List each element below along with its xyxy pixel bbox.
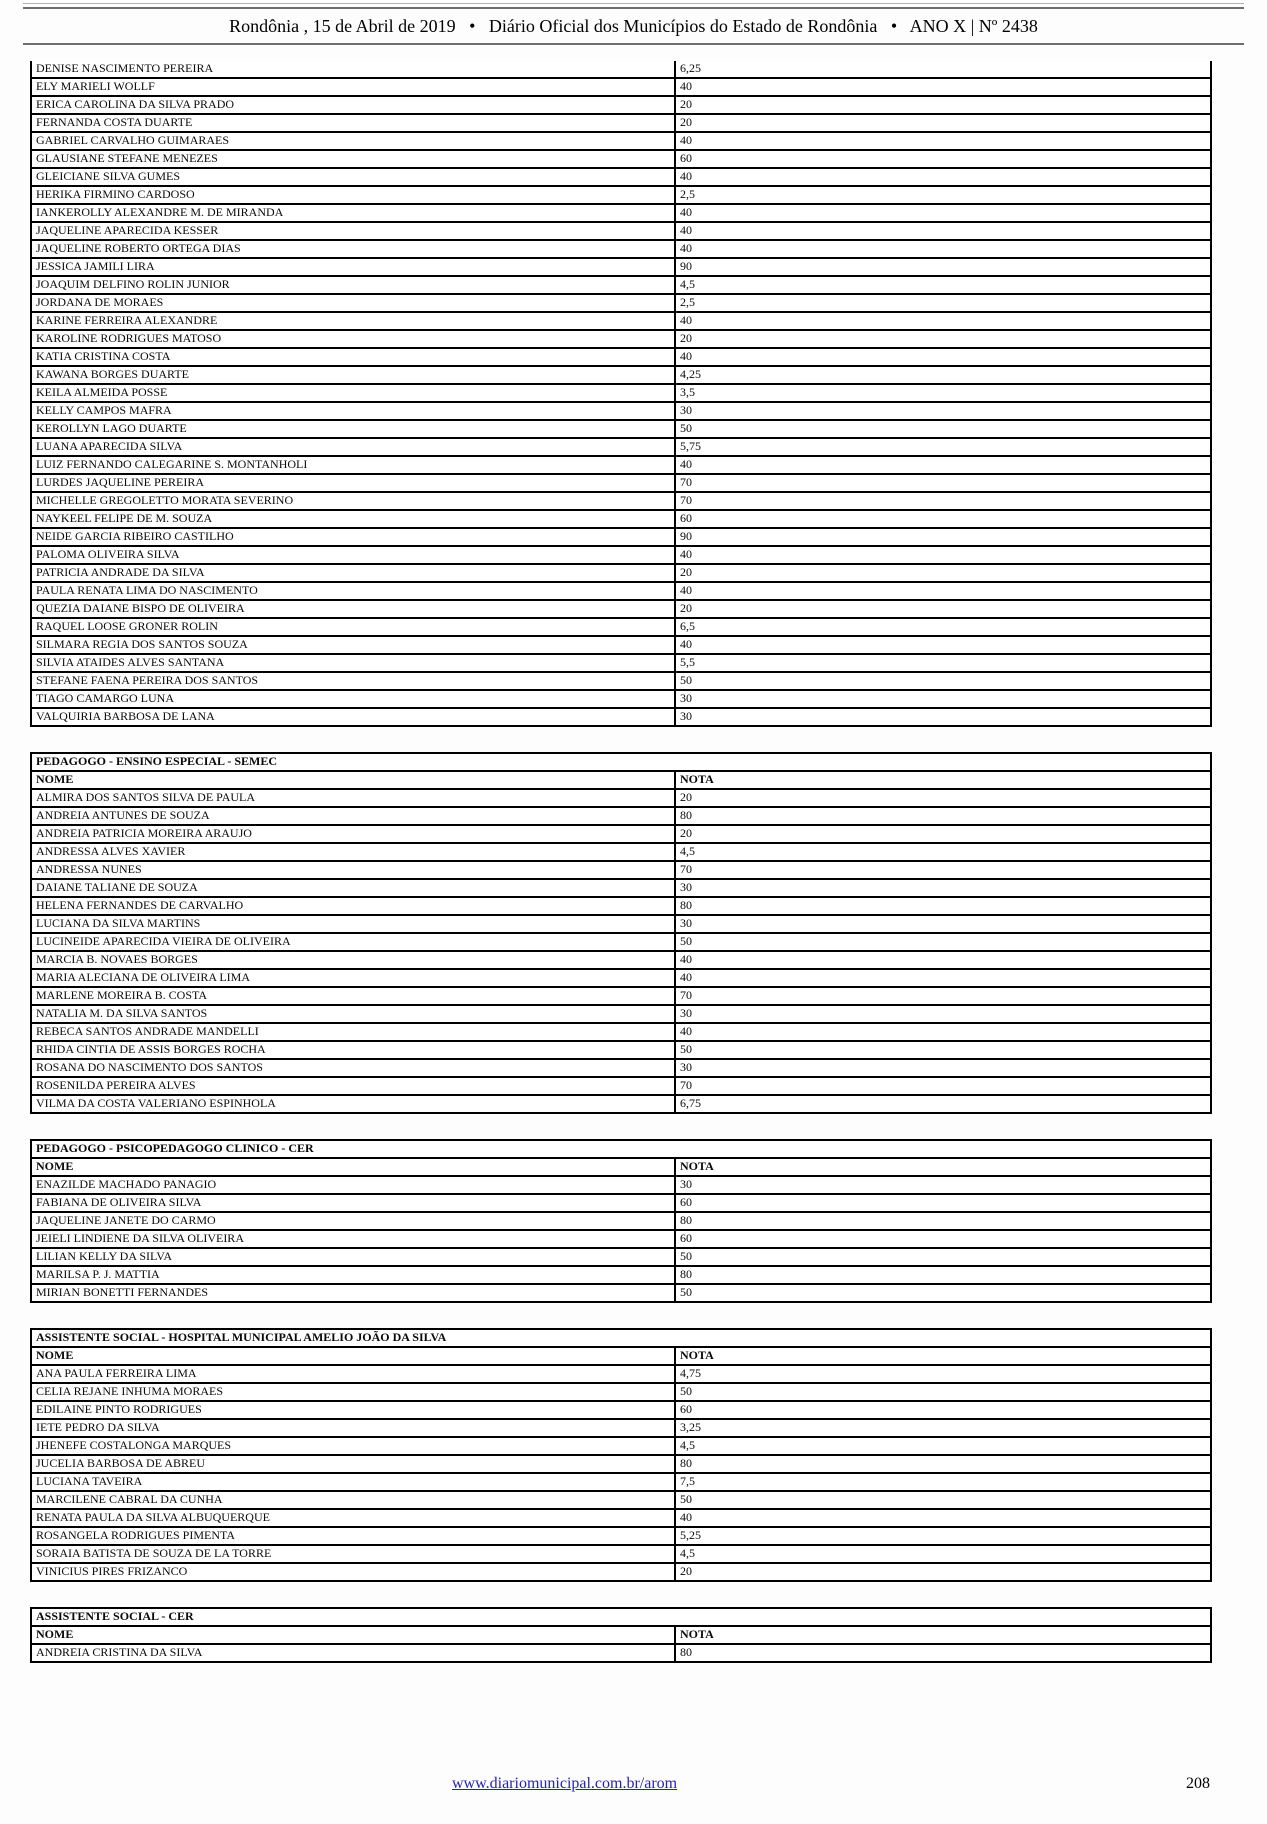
candidate-name-cell: STEFANE FAENA PEREIRA DOS SANTOS <box>31 672 675 690</box>
table-row <box>31 708 1211 726</box>
table-row <box>31 456 1211 474</box>
table-row <box>31 672 1211 690</box>
nota-value-cell: 70 <box>675 474 1211 492</box>
table-row <box>31 1644 1211 1662</box>
nota-value-cell: 2,5 <box>675 294 1211 312</box>
section-title: ASSISTENTE SOCIAL - HOSPITAL MUNICIPAL AMELIO JOÃO DA SILVA <box>31 1329 1211 1347</box>
column-header-row <box>31 1347 1211 1365</box>
section-title: ASSISTENTE SOCIAL - CER <box>31 1608 1211 1626</box>
candidate-name-cell: ANA PAULA FERREIRA LIMA <box>31 1365 675 1383</box>
candidate-name-cell: LUCIANA DA SILVA MARTINS <box>31 915 675 933</box>
nota-value-cell: 4,25 <box>675 366 1211 384</box>
table-row <box>31 987 1211 1005</box>
candidate-name-cell: DAIANE TALIANE DE SOUZA <box>31 879 675 897</box>
nota-value-cell: 30 <box>675 402 1211 420</box>
candidate-name-cell: IANKEROLLY ALEXANDRE M. DE MIRANDA <box>31 204 675 222</box>
nota-value-cell: 50 <box>675 1383 1211 1401</box>
nota-value-cell: 50 <box>675 933 1211 951</box>
section-table-body <box>31 753 1211 1113</box>
column-header-row <box>31 771 1211 789</box>
candidate-name-cell: JORDANA DE MORAES <box>31 294 675 312</box>
nota-value-cell: 60 <box>675 150 1211 168</box>
candidate-name-cell: ROSANGELA RODRIGUES PIMENTA <box>31 1527 675 1545</box>
nome-column-header: NOME <box>31 771 675 789</box>
results-table-continuation <box>30 61 1212 727</box>
candidate-name-cell: MARCIA B. NOVAES BORGES <box>31 951 675 969</box>
candidate-name-cell: SORAIA BATISTA DE SOUZA DE LA TORRE <box>31 1545 675 1563</box>
table-row <box>31 1230 1211 1248</box>
nota-value-cell: 90 <box>675 528 1211 546</box>
candidate-name-cell: ANDREIA PATRICIA MOREIRA ARAUJO <box>31 825 675 843</box>
section-table-body <box>31 1608 1211 1662</box>
table-row <box>31 600 1211 618</box>
column-header-row <box>31 1626 1211 1644</box>
candidate-name-cell: KARINE FERREIRA ALEXANDRE <box>31 312 675 330</box>
candidate-name-cell: PALOMA OLIVEIRA SILVA <box>31 546 675 564</box>
nota-value-cell: 70 <box>675 987 1211 1005</box>
candidate-name-cell: ANDRESSA NUNES <box>31 861 675 879</box>
nota-value-cell: 3,5 <box>675 384 1211 402</box>
nota-value-cell: 40 <box>675 168 1211 186</box>
nota-value-cell: 50 <box>675 420 1211 438</box>
table-row <box>31 204 1211 222</box>
candidate-name-cell: KELLY CAMPOS MAFRA <box>31 402 675 420</box>
table-row <box>31 150 1211 168</box>
candidate-name-cell: ROSANA DO NASCIMENTO DOS SANTOS <box>31 1059 675 1077</box>
nota-value-cell: 40 <box>675 240 1211 258</box>
candidate-name-cell: CELIA REJANE INHUMA MORAES <box>31 1383 675 1401</box>
results-table-body <box>31 61 1211 726</box>
candidate-name-cell: ERICA CAROLINA DA SILVA PRADO <box>31 96 675 114</box>
nota-value-cell: 70 <box>675 861 1211 879</box>
table-row <box>31 951 1211 969</box>
nota-value-cell: 30 <box>675 879 1211 897</box>
table-row <box>31 564 1211 582</box>
table-row <box>31 789 1211 807</box>
table-row <box>31 546 1211 564</box>
candidate-name-cell: ALMIRA DOS SANTOS SILVA DE PAULA <box>31 789 675 807</box>
candidate-name-cell: JHENEFE COSTALONGA MARQUES <box>31 1437 675 1455</box>
candidate-name-cell: JESSICA JAMILI LIRA <box>31 258 675 276</box>
nota-value-cell: 40 <box>675 78 1211 96</box>
table-row <box>31 276 1211 294</box>
nota-value-cell: 40 <box>675 546 1211 564</box>
table-row <box>31 1005 1211 1023</box>
nota-value-cell: 40 <box>675 132 1211 150</box>
table-row <box>31 258 1211 276</box>
table-row <box>31 1284 1211 1302</box>
table-row <box>31 1563 1211 1581</box>
table-row <box>31 330 1211 348</box>
candidate-name-cell: QUEZIA DAIANE BISPO DE OLIVEIRA <box>31 600 675 618</box>
table-row <box>31 1023 1211 1041</box>
nome-column-header: NOME <box>31 1626 675 1644</box>
table-row <box>31 843 1211 861</box>
table-row <box>31 294 1211 312</box>
nota-value-cell: 50 <box>675 1284 1211 1302</box>
nota-value-cell: 80 <box>675 897 1211 915</box>
table-row <box>31 366 1211 384</box>
nota-value-cell: 20 <box>675 825 1211 843</box>
table-row <box>31 690 1211 708</box>
table-row <box>31 222 1211 240</box>
nota-value-cell: 20 <box>675 789 1211 807</box>
candidate-name-cell: MARIA ALECIANA DE OLIVEIRA LIMA <box>31 969 675 987</box>
candidate-name-cell: JOAQUIM DELFINO ROLIN JUNIOR <box>31 276 675 294</box>
nota-value-cell: 2,5 <box>675 186 1211 204</box>
table-row <box>31 807 1211 825</box>
nota-value-cell: 40 <box>675 1023 1211 1041</box>
table-row <box>31 825 1211 843</box>
nota-value-cell: 50 <box>675 1491 1211 1509</box>
column-header-row <box>31 1158 1211 1176</box>
nota-value-cell: 60 <box>675 1194 1211 1212</box>
section-table <box>30 752 1212 1114</box>
nota-value-cell: 30 <box>675 915 1211 933</box>
candidate-name-cell: LUIZ FERNANDO CALEGARINE S. MONTANHOLI <box>31 456 675 474</box>
page-header <box>0 3 1267 45</box>
nota-value-cell: 20 <box>675 600 1211 618</box>
nota-value-cell: 5,5 <box>675 654 1211 672</box>
candidate-name-cell: GLEICIANE SILVA GUMES <box>31 168 675 186</box>
nota-value-cell: 70 <box>675 1077 1211 1095</box>
table-row <box>31 96 1211 114</box>
nota-value-cell: 80 <box>675 1644 1211 1662</box>
nota-value-cell: 4,75 <box>675 1365 1211 1383</box>
candidate-name-cell: FERNANDA COSTA DUARTE <box>31 114 675 132</box>
section-title-row <box>31 753 1211 771</box>
section-title: PEDAGOGO - ENSINO ESPECIAL - SEMEC <box>31 753 1211 771</box>
nota-value-cell: 7,5 <box>675 1473 1211 1491</box>
table-row <box>31 402 1211 420</box>
candidate-name-cell: PAULA RENATA LIMA DO NASCIMENTO <box>31 582 675 600</box>
nome-column-header: NOME <box>31 1347 675 1365</box>
table-row <box>31 1509 1211 1527</box>
candidate-name-cell: LUCIANA TAVEIRA <box>31 1473 675 1491</box>
table-row <box>31 114 1211 132</box>
candidate-name-cell: IETE PEDRO DA SILVA <box>31 1419 675 1437</box>
table-row <box>31 132 1211 150</box>
nota-value-cell: 50 <box>675 1248 1211 1266</box>
candidate-name-cell: JEIELI LINDIENE DA SILVA OLIVEIRA <box>31 1230 675 1248</box>
nota-value-cell: 4,5 <box>675 843 1211 861</box>
candidate-name-cell: MARILSA P. J. MATTIA <box>31 1266 675 1284</box>
section-title-row <box>31 1608 1211 1626</box>
nota-value-cell: 40 <box>675 204 1211 222</box>
candidate-name-cell: REBECA SANTOS ANDRADE MANDELLI <box>31 1023 675 1041</box>
table-row <box>31 1194 1211 1212</box>
nota-value-cell: 20 <box>675 1563 1211 1581</box>
table-row <box>31 1419 1211 1437</box>
candidate-name-cell: KEILA ALMEIDA POSSE <box>31 384 675 402</box>
candidate-name-cell: JUCELIA BARBOSA DE ABREU <box>31 1455 675 1473</box>
section-table <box>30 1139 1212 1303</box>
table-row <box>31 636 1211 654</box>
candidate-name-cell: NAYKEEL FELIPE DE M. SOUZA <box>31 510 675 528</box>
page-footer <box>0 1775 1267 1801</box>
candidate-name-cell: PATRICIA ANDRADE DA SILVA <box>31 564 675 582</box>
nome-column-header: NOME <box>31 1158 675 1176</box>
nota-value-cell: 80 <box>675 1212 1211 1230</box>
nota-value-cell: 4,5 <box>675 1545 1211 1563</box>
section-table <box>30 1328 1212 1582</box>
section-table-body <box>31 1329 1211 1581</box>
nota-value-cell: 80 <box>675 1455 1211 1473</box>
nota-value-cell: 3,25 <box>675 1419 1211 1437</box>
nota-value-cell: 5,75 <box>675 438 1211 456</box>
nota-value-cell: 60 <box>675 1230 1211 1248</box>
nota-value-cell: 30 <box>675 1059 1211 1077</box>
section-title: PEDAGOGO - PSICOPEDAGOGO CLINICO - CER <box>31 1140 1211 1158</box>
table-row <box>31 861 1211 879</box>
header-bottom-rule <box>23 43 1244 45</box>
nota-value-cell: 30 <box>675 708 1211 726</box>
table-row <box>31 933 1211 951</box>
candidate-name-cell: LUCINEIDE APARECIDA VIEIRA DE OLIVEIRA <box>31 933 675 951</box>
candidate-name-cell: ANDRESSA ALVES XAVIER <box>31 843 675 861</box>
table-row <box>31 474 1211 492</box>
page-number: 208 <box>1186 1775 1210 1792</box>
nota-value-cell: 50 <box>675 672 1211 690</box>
nota-value-cell: 20 <box>675 114 1211 132</box>
section-title-row <box>31 1140 1211 1158</box>
section-title-row <box>31 1329 1211 1347</box>
table-row <box>31 240 1211 258</box>
table-row <box>31 1473 1211 1491</box>
nota-value-cell: 60 <box>675 1401 1211 1419</box>
footer-link[interactable]: www.diariomunicipal.com.br/arom <box>452 1775 678 1792</box>
nota-value-cell: 40 <box>675 222 1211 240</box>
candidate-name-cell: JAQUELINE ROBERTO ORTEGA DIAS <box>31 240 675 258</box>
table-row <box>31 915 1211 933</box>
table-row <box>31 618 1211 636</box>
nota-value-cell: 80 <box>675 1266 1211 1284</box>
candidate-name-cell: KATIA CRISTINA COSTA <box>31 348 675 366</box>
candidate-name-cell: SILMARA REGIA DOS SANTOS SOUZA <box>31 636 675 654</box>
table-row <box>31 1401 1211 1419</box>
table-row <box>31 1095 1211 1113</box>
candidate-name-cell: KAROLINE RODRIGUES MATOSO <box>31 330 675 348</box>
candidate-name-cell: RHIDA CINTIA DE ASSIS BORGES ROCHA <box>31 1041 675 1059</box>
candidate-name-cell: VALQUIRIA BARBOSA DE LANA <box>31 708 675 726</box>
table-row <box>31 528 1211 546</box>
masthead-text: Rondônia , 15 de Abril de 2019 • Diário Oficial dos Municípios do Estado de Rondônia • ANO X | Nº 2438 <box>229 16 1038 36</box>
table-row <box>31 384 1211 402</box>
candidate-name-cell: TIAGO CAMARGO LUNA <box>31 690 675 708</box>
table-row <box>31 879 1211 897</box>
nota-value-cell: 20 <box>675 330 1211 348</box>
table-row <box>31 654 1211 672</box>
candidate-name-cell: MICHELLE GREGOLETTO MORATA SEVERINO <box>31 492 675 510</box>
nota-value-cell: 4,5 <box>675 1437 1211 1455</box>
table-row <box>31 510 1211 528</box>
candidate-name-cell: MIRIAN BONETTI FERNANDES <box>31 1284 675 1302</box>
table-row <box>31 1059 1211 1077</box>
nota-column-header: NOTA <box>675 1347 1211 1365</box>
candidate-name-cell: ANDREIA ANTUNES DE SOUZA <box>31 807 675 825</box>
nota-value-cell: 30 <box>675 1176 1211 1194</box>
candidate-name-cell: EDILAINE PINTO RODRIGUES <box>31 1401 675 1419</box>
candidate-name-cell: JAQUELINE JANETE DO CARMO <box>31 1212 675 1230</box>
candidate-name-cell: MARLENE MOREIRA B. COSTA <box>31 987 675 1005</box>
candidate-name-cell: LILIAN KELLY DA SILVA <box>31 1248 675 1266</box>
table-row <box>31 186 1211 204</box>
candidate-name-cell: JAQUELINE APARECIDA KESSER <box>31 222 675 240</box>
section-table <box>30 1607 1212 1663</box>
table-row <box>31 312 1211 330</box>
candidate-name-cell: NEIDE GARCIA RIBEIRO CASTILHO <box>31 528 675 546</box>
nota-value-cell: 6,25 <box>675 61 1211 78</box>
nota-column-header: NOTA <box>675 771 1211 789</box>
nota-value-cell: 80 <box>675 807 1211 825</box>
table-row <box>31 1266 1211 1284</box>
table-row <box>31 1077 1211 1095</box>
nota-value-cell: 60 <box>675 510 1211 528</box>
candidate-name-cell: LUANA APARECIDA SILVA <box>31 438 675 456</box>
candidate-name-cell: VINICIUS PIRES FRIZANCO <box>31 1563 675 1581</box>
top-rule-light <box>23 3 1244 4</box>
table-row <box>31 897 1211 915</box>
table-row <box>31 61 1211 78</box>
nota-value-cell: 40 <box>675 1509 1211 1527</box>
candidate-name-cell: GLAUSIANE STEFANE MENEZES <box>31 150 675 168</box>
table-row <box>31 168 1211 186</box>
candidate-name-cell: KEROLLYN LAGO DUARTE <box>31 420 675 438</box>
nota-value-cell: 90 <box>675 258 1211 276</box>
table-row <box>31 1365 1211 1383</box>
candidate-name-cell: MARCILENE CABRAL DA CUNHA <box>31 1491 675 1509</box>
candidate-name-cell: HERIKA FIRMINO CARDOSO <box>31 186 675 204</box>
nota-value-cell: 20 <box>675 96 1211 114</box>
table-row <box>31 1248 1211 1266</box>
candidate-name-cell: RENATA PAULA DA SILVA ALBUQUERQUE <box>31 1509 675 1527</box>
table-row <box>31 348 1211 366</box>
table-row <box>31 1437 1211 1455</box>
table-row <box>31 1383 1211 1401</box>
nota-value-cell: 40 <box>675 348 1211 366</box>
nota-value-cell: 50 <box>675 1041 1211 1059</box>
candidate-name-cell: FABIANA DE OLIVEIRA SILVA <box>31 1194 675 1212</box>
section-table-body <box>31 1140 1211 1302</box>
nota-value-cell: 40 <box>675 312 1211 330</box>
section-tables <box>30 752 1210 1663</box>
candidate-name-cell: ROSENILDA PEREIRA ALVES <box>31 1077 675 1095</box>
candidate-name-cell: HELENA FERNANDES DE CARVALHO <box>31 897 675 915</box>
candidate-name-cell: KAWANA BORGES DUARTE <box>31 366 675 384</box>
table-row <box>31 1041 1211 1059</box>
candidate-name-cell: ENAZILDE MACHADO PANAGIO <box>31 1176 675 1194</box>
table-row <box>31 1212 1211 1230</box>
nota-value-cell: 40 <box>675 582 1211 600</box>
nota-value-cell: 4,5 <box>675 276 1211 294</box>
candidate-name-cell: VILMA DA COSTA VALERIANO ESPINHOLA <box>31 1095 675 1113</box>
table-row <box>31 1455 1211 1473</box>
nota-value-cell: 30 <box>675 1005 1211 1023</box>
nota-value-cell: 40 <box>675 636 1211 654</box>
table-row <box>31 1176 1211 1194</box>
candidate-name-cell: LURDES JAQUELINE PEREIRA <box>31 474 675 492</box>
table-row <box>31 582 1211 600</box>
nota-value-cell: 5,25 <box>675 1527 1211 1545</box>
candidate-name-cell: GABRIEL CARVALHO GUIMARAES <box>31 132 675 150</box>
table-row <box>31 1491 1211 1509</box>
candidate-name-cell: ELY MARIELI WOLLF <box>31 78 675 96</box>
nota-value-cell: 30 <box>675 690 1211 708</box>
nota-value-cell: 40 <box>675 951 1211 969</box>
candidate-name-cell: ANDREIA CRISTINA DA SILVA <box>31 1644 675 1662</box>
nota-value-cell: 20 <box>675 564 1211 582</box>
table-row <box>31 492 1211 510</box>
candidate-name-cell: NATALIA M. DA SILVA SANTOS <box>31 1005 675 1023</box>
table-row <box>31 78 1211 96</box>
table-row <box>31 438 1211 456</box>
table-row <box>31 420 1211 438</box>
nota-column-header: NOTA <box>675 1626 1211 1644</box>
table-row <box>31 1527 1211 1545</box>
nota-column-header: NOTA <box>675 1158 1211 1176</box>
candidate-name-cell: SILVIA ATAIDES ALVES SANTANA <box>31 654 675 672</box>
page-content <box>30 61 1210 1663</box>
candidate-name-cell: DENISE NASCIMENTO PEREIRA <box>31 61 675 78</box>
nota-value-cell: 40 <box>675 969 1211 987</box>
nota-value-cell: 70 <box>675 492 1211 510</box>
table-row <box>31 1545 1211 1563</box>
candidate-name-cell: RAQUEL LOOSE GRONER ROLIN <box>31 618 675 636</box>
table-row <box>31 969 1211 987</box>
nota-value-cell: 6,75 <box>675 1095 1211 1113</box>
nota-value-cell: 6,5 <box>675 618 1211 636</box>
nota-value-cell: 40 <box>675 456 1211 474</box>
